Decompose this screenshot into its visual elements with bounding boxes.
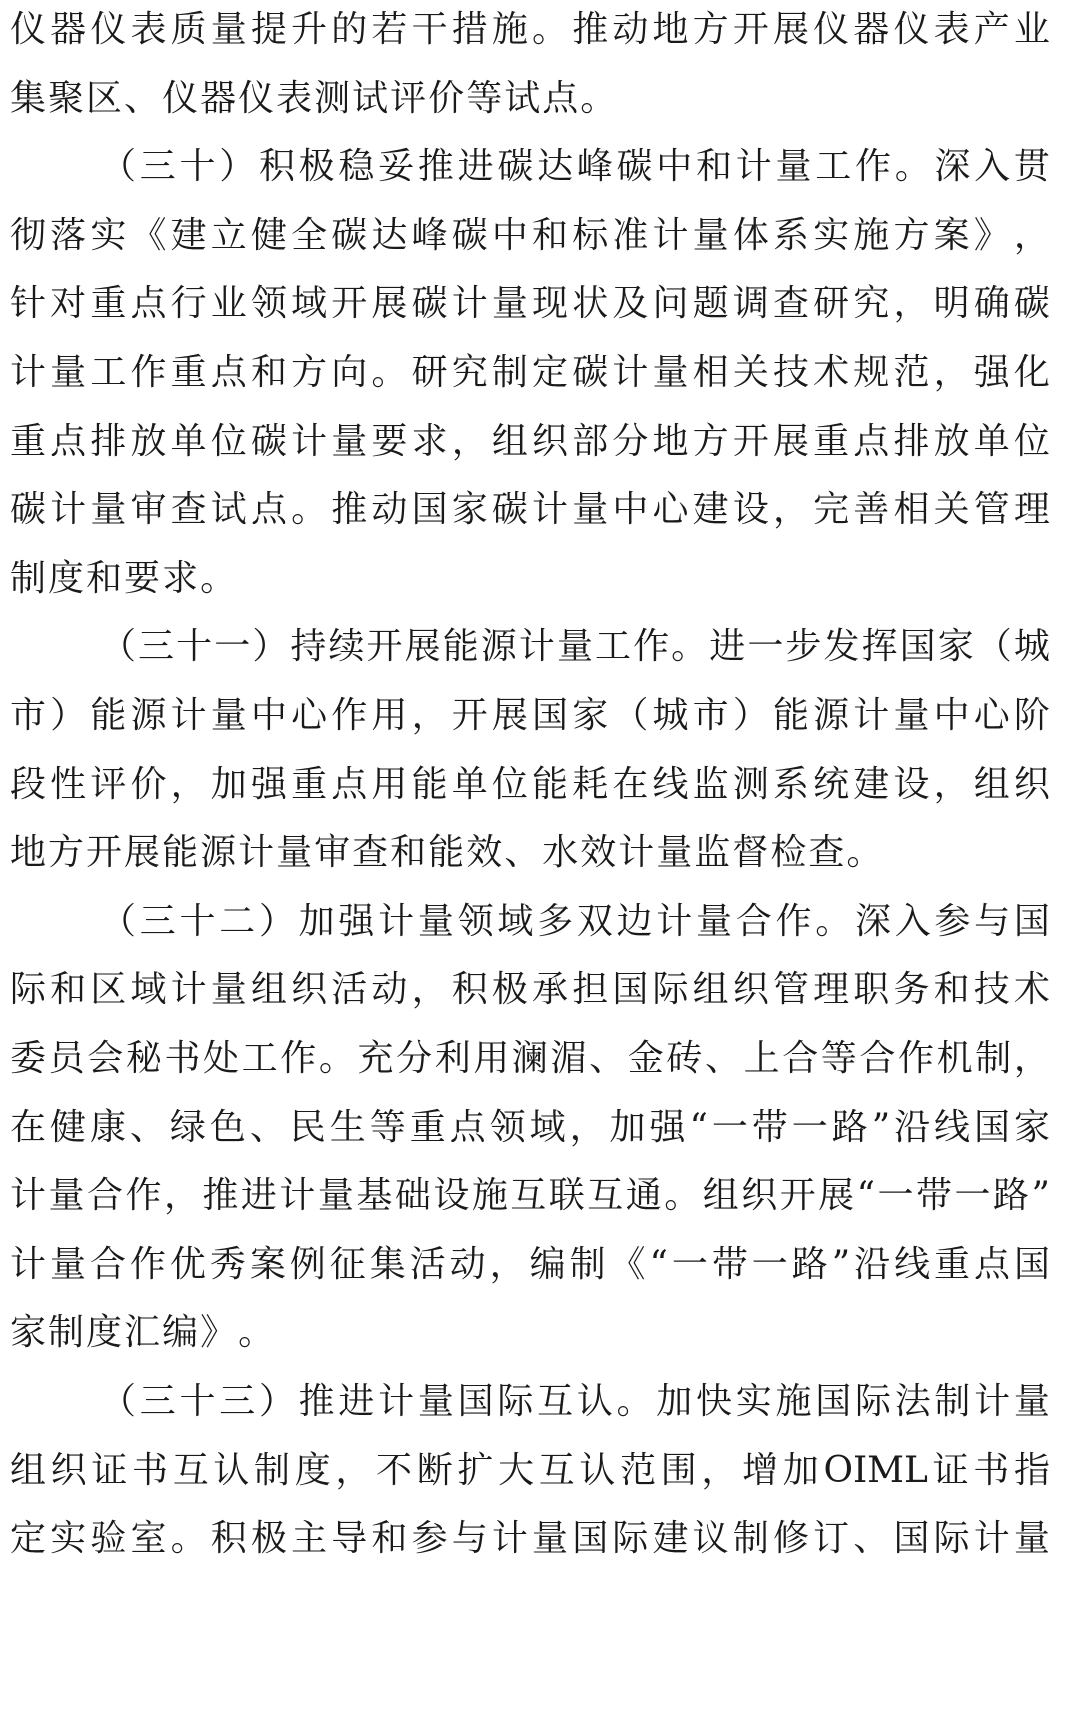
text-line: 重 点 排 放 单 位 碳 计 量 要 求 ， 组 织 部 分 地 方 开 展 重 点 排 放 单 位 [10, 420, 1050, 462]
text-line: 彻 落 实 《 建 立 健 全 碳 达 峰 碳 中 和 标 准 计 量 体 系 实 施 方 案 》 ， [10, 214, 1050, 256]
text-line: 委 员 会 秘 书 处 工 作 。 充 分 利 用 澜 湄 、 金 砖 、 上 合 等 合 作 机 制 ， [10, 1038, 1050, 1079]
text-line: 段 性 评 价 ， 加 强 重 点 用 能 单 位 能 耗 在 线 监 测 系 统 建 设 ， 组 织 [10, 763, 1050, 805]
text-line: 仪 器 仪 表 质 量 提 升 的 若 干 措 施 。 推 动 地 方 开 展 仪 器 仪 表 产 业 [10, 9, 1050, 50]
text-line: 计 量 合 作 优 秀 案 例 征 集 活 动 ， 编 制 《 “ 一 带 一 路 ” 沿 线 重 点 国 [10, 1243, 1050, 1285]
text-line: （ 三 十 二 ） 加 强 计 量 领 域 多 双 边 计 量 合 作 。 深 入 参 与 国 [100, 900, 1050, 942]
text-line: （ 三 十 一 ） 持 续 开 展 能 源 计 量 工 作 。 进 一 步 发 挥 国 家 （ 城 [100, 626, 1050, 668]
text-line: 碳 计 量 审 查 试 点 。 推 动 国 家 碳 计 量 中 心 建 设 ， 完 善 相 关 管 理 [10, 489, 1050, 531]
text-line: 定 实 验 室 。 积 极 主 导 和 参 与 计 量 国 际 建 议 制 修 订 、 国 际 计 量 [10, 1518, 1050, 1560]
text-line: 针 对 重 点 行 业 领 域 开 展 碳 计 量 现 状 及 问 题 调 查 研 究 ， 明 确 碳 [10, 283, 1050, 325]
text-line: 市 ） 能 源 计 量 中 心 作 用 ， 开 展 国 家 （ 城 市 ） 能 源 计 量 中 心 阶 [10, 695, 1050, 736]
text-line: 际 和 区 域 计 量 组 织 活 动 ， 积 极 承 担 国 际 组 织 管 理 职 务 和 技 术 [10, 969, 1050, 1011]
text-line: 在 健 康 、 绿 色 、 民 生 等 重 点 领 域 ， 加 强 “ 一 带 一 路 ” 沿 线 国 家 [10, 1106, 1050, 1148]
text-line: 组 织 证 书 互 认 制 度 ， 不 断 扩 大 互 认 范 围 ， 增 加 OIML 证 书 指 [10, 1449, 1050, 1491]
text-line: 地 方 开 展 能 源 计 量 审 查 和 能 效 、 水 效 计 量 监 督 检 查 。 [10, 832, 885, 874]
text-line: （ 三 十 三 ） 推 进 计 量 国 际 互 认 。 加 快 实 施 国 际 法 制 计 量 [100, 1381, 1050, 1422]
text-line: 家 制 度 汇 编 》 。 [10, 1312, 277, 1354]
text-line: 集 聚 区 、 仪 器 仪 表 测 试 评 价 等 试 点 。 [10, 77, 619, 119]
text-line: （ 三 十 ） 积 极 稳 妥 推 进 碳 达 峰 碳 中 和 计 量 工 作 。 深 入 贯 [100, 146, 1050, 188]
text-line: 计 量 合 作 ， 推 进 计 量 基 础 设 施 互 联 互 通 。 组 织 开 展 “ 一 带 一 路 ” [10, 1175, 1050, 1217]
text-line: 计 量 工 作 重 点 和 方 向 。 研 究 制 定 碳 计 量 相 关 技 术 规 范 ， 强 化 [10, 352, 1050, 393]
text-line: 制 度 和 要 求 。 [10, 557, 239, 599]
